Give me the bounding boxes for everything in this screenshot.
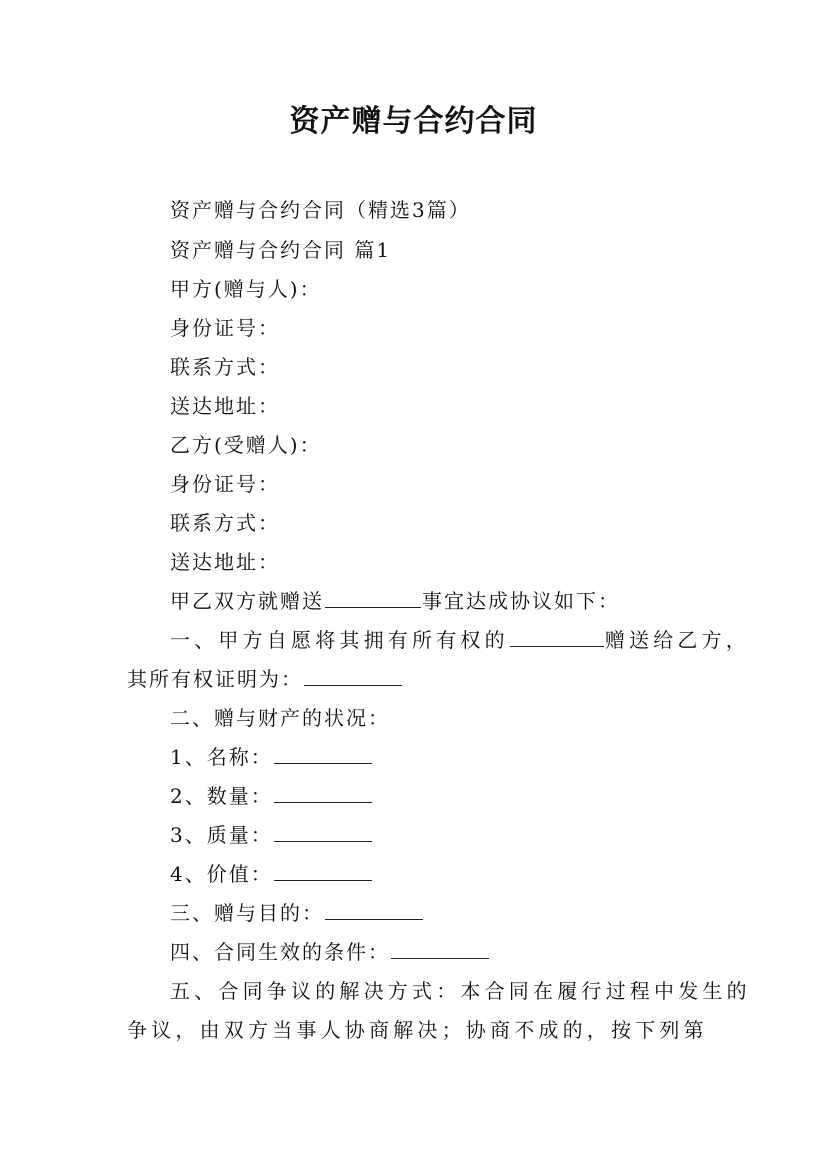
item-name-label: 1、名称： xyxy=(170,745,273,769)
clause-1-prefix: 一、甲方自愿将其拥有所有权的 xyxy=(170,628,509,652)
agreement-statement xyxy=(170,587,620,615)
ownership-proof-blank xyxy=(304,665,402,686)
agreement-prefix: 甲乙双方就赠送 xyxy=(170,589,324,613)
item-name-blank xyxy=(274,743,372,764)
party-b-id-label: 身份证号： xyxy=(170,472,280,496)
clause-2: 二、赠与财产的状况： xyxy=(170,706,390,730)
party-a-label: 甲方(赠与人)： xyxy=(170,277,322,301)
item-quantity-label: 2、数量： xyxy=(170,784,273,808)
item-value-label: 4、价值： xyxy=(170,862,273,886)
party-b-label: 乙方(受赠人)： xyxy=(170,433,322,457)
clause-5-line-1: 五、合同争议的解决方式：本合同在履行过程中发生的 xyxy=(170,979,751,1003)
item-name xyxy=(170,743,373,771)
party-a-id-label: 身份证号： xyxy=(170,316,280,340)
clause-1-suffix: 赠送给乙方， xyxy=(604,628,751,652)
clause-4 xyxy=(170,938,490,966)
subtitle: 资产赠与合约合同（精选3篇） xyxy=(170,198,471,222)
item-value xyxy=(170,860,373,888)
clause-5-line-2: 争议，由双方当事人协商解决；协商不成的，按下列第 xyxy=(127,1018,708,1042)
clause-1-line-1 xyxy=(170,626,750,654)
party-a-contact-label: 联系方式： xyxy=(170,355,280,379)
item-quality-label: 3、质量： xyxy=(170,823,273,847)
owned-property-blank xyxy=(510,626,604,647)
item-quantity-blank xyxy=(274,782,372,803)
item-quality xyxy=(170,821,373,849)
effective-condition-blank xyxy=(391,938,489,959)
party-a-address-label: 送达地址： xyxy=(170,394,280,418)
clause-3-label: 三、赠与目的： xyxy=(170,901,324,925)
clause-4-label: 四、合同生效的条件： xyxy=(170,940,390,964)
document-title: 资产赠与合约合同 xyxy=(289,104,538,139)
party-b-address-label: 送达地址： xyxy=(170,550,280,574)
clause-1-line-2-text: 其所有权证明为： xyxy=(127,667,303,691)
clause-1-line-2 xyxy=(127,665,403,693)
gift-purpose-blank xyxy=(325,899,423,920)
clause-3 xyxy=(170,899,424,927)
item-value-blank xyxy=(274,860,372,881)
item-quality-blank xyxy=(274,821,372,842)
party-b-contact-label: 联系方式： xyxy=(170,511,280,535)
agreement-suffix: 事宜达成协议如下： xyxy=(422,589,620,613)
section-heading: 资产赠与合约合同 篇1 xyxy=(170,238,392,262)
item-quantity xyxy=(170,782,373,810)
gift-item-blank xyxy=(325,587,421,608)
